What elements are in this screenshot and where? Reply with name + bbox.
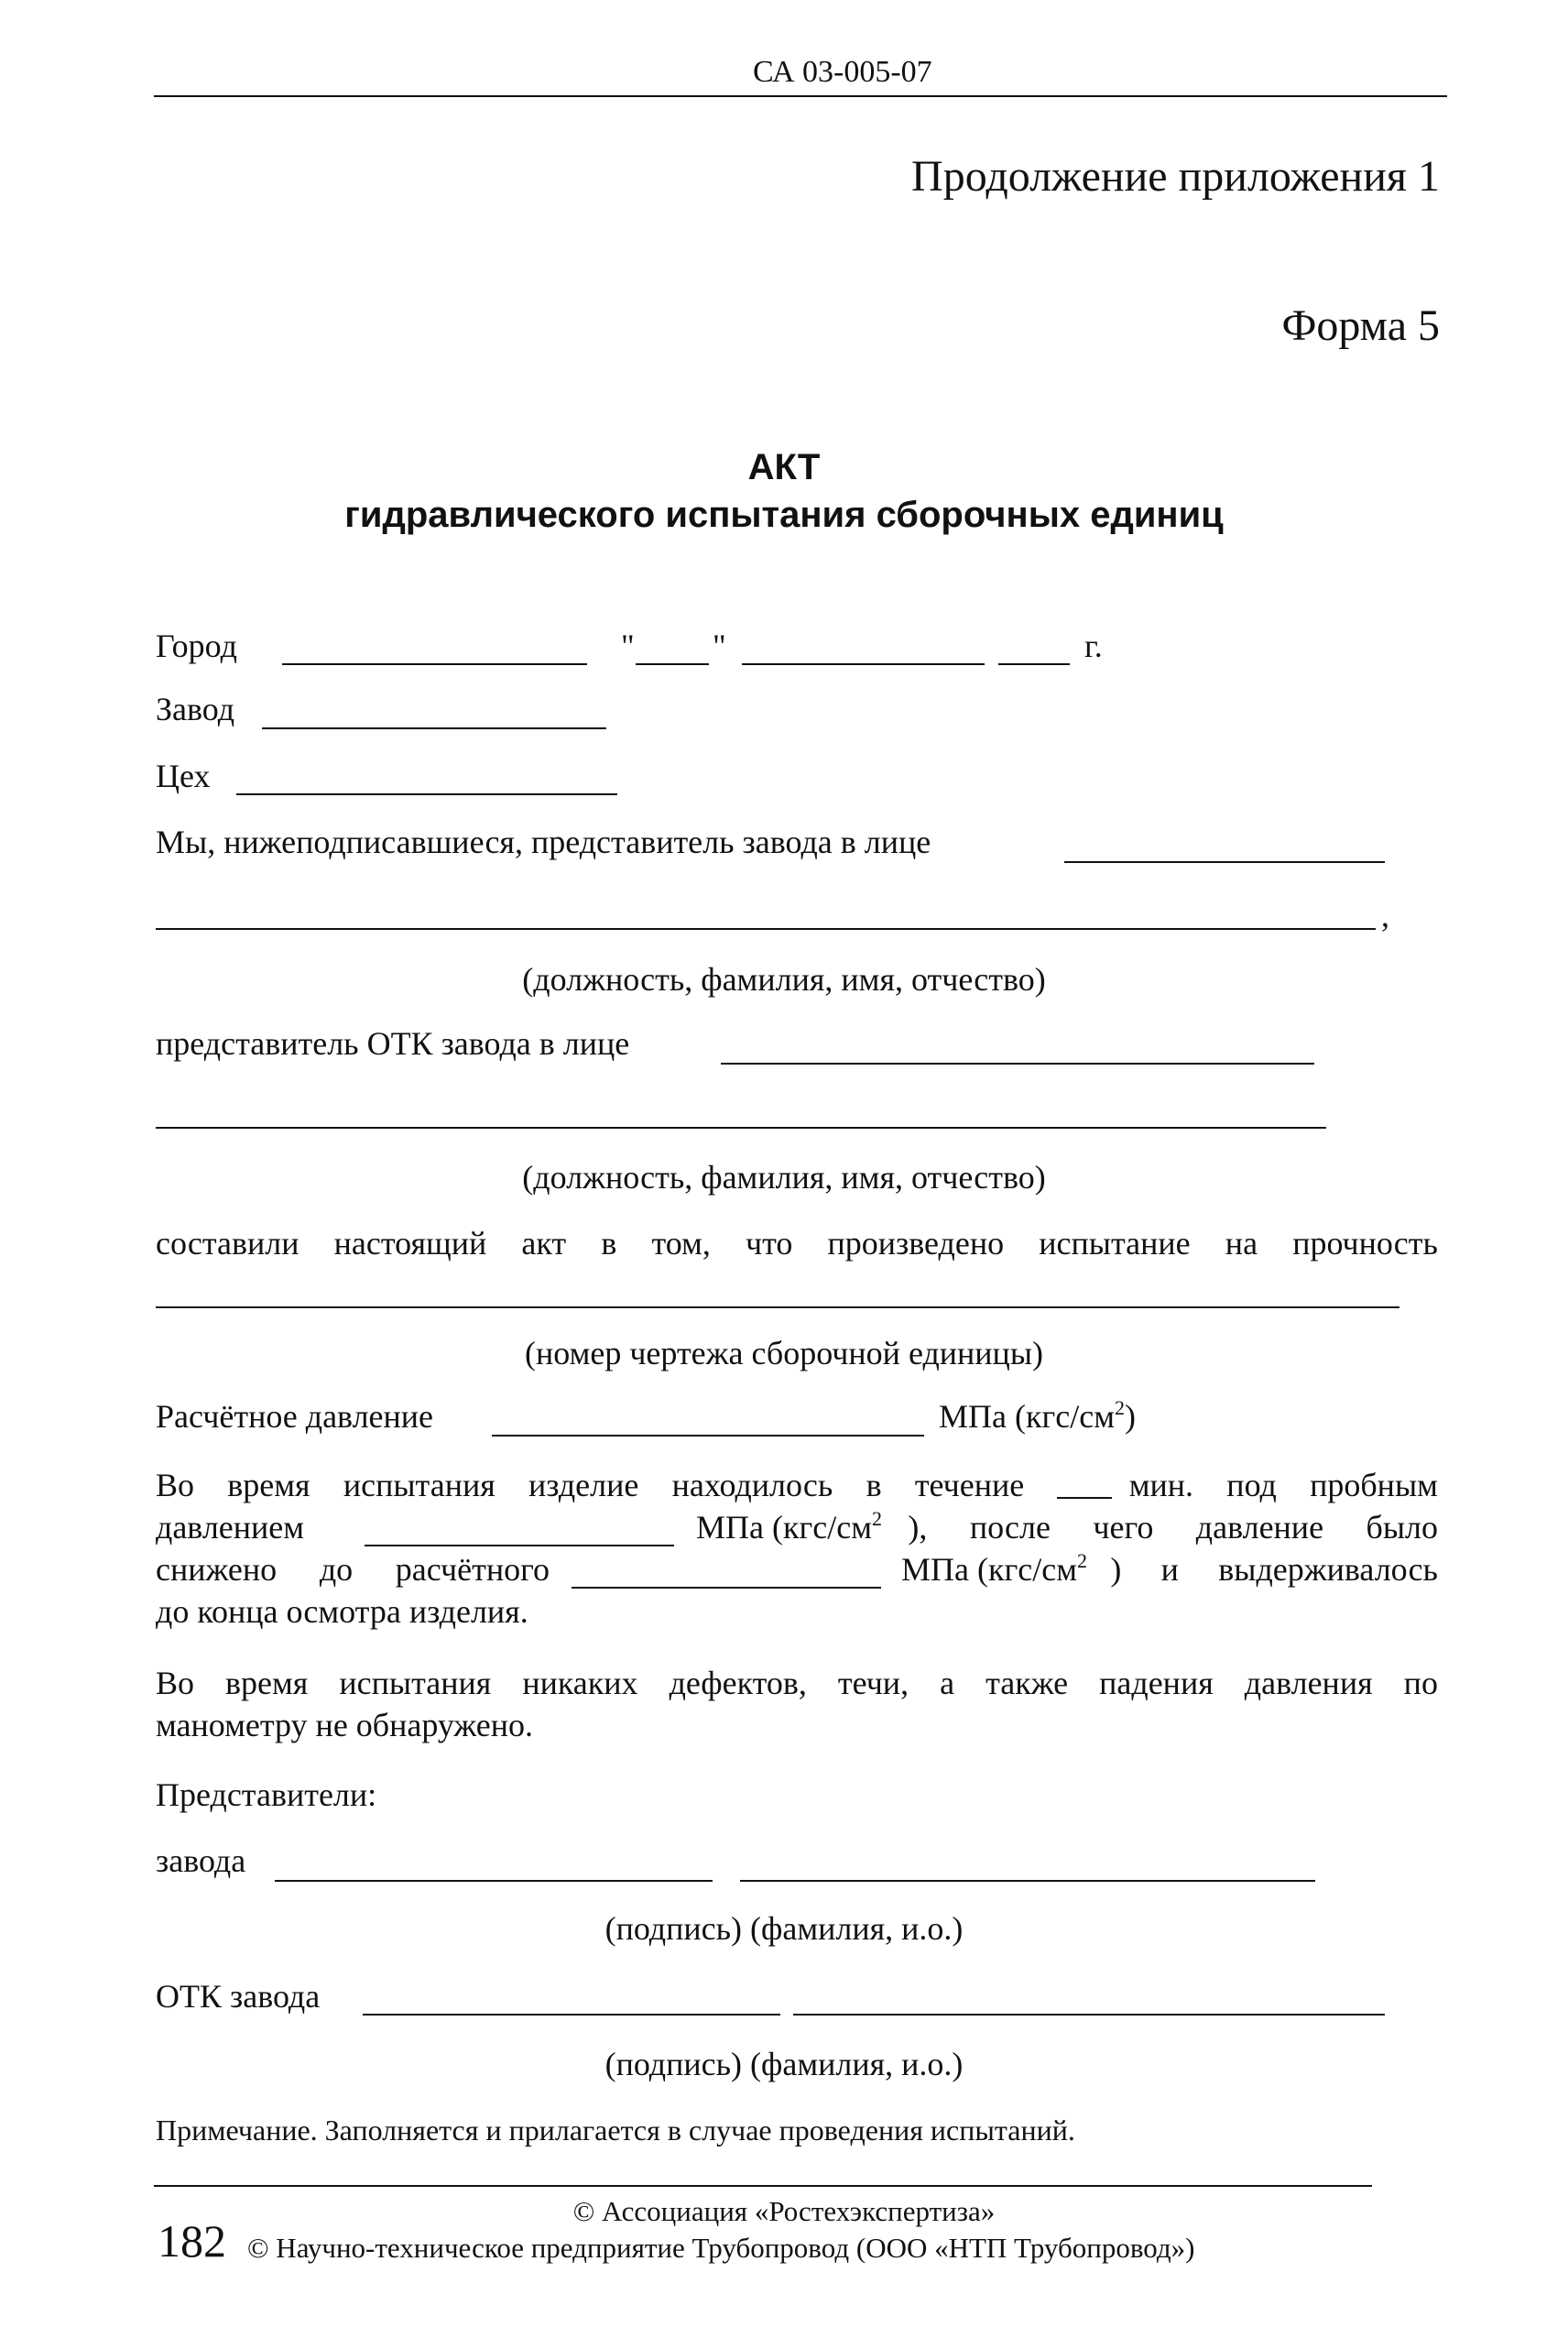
representatives-label: Представители: bbox=[156, 1776, 377, 1813]
word: изделие bbox=[528, 1467, 639, 1503]
test-pressure-field[interactable] bbox=[365, 1545, 674, 1546]
shop-field[interactable] bbox=[236, 793, 617, 795]
word: находилось bbox=[671, 1467, 833, 1503]
footer-rule bbox=[154, 2185, 1372, 2187]
page-number: 182 bbox=[158, 2215, 226, 2267]
quote-open: " bbox=[621, 628, 635, 664]
title-line-1: АКТ bbox=[747, 447, 821, 487]
copyright-2: © Научно-техническое предприятие Трубопровод (ООО «НТП Трубопровод») bbox=[247, 2232, 1195, 2264]
word: время bbox=[227, 1467, 310, 1503]
otk-name-field[interactable] bbox=[793, 2014, 1385, 2016]
otk-sign-label: ОТК завода bbox=[156, 1978, 321, 2015]
appendix-label: Продолжение приложения 1 bbox=[911, 152, 1440, 201]
plant-rep-field-1[interactable] bbox=[1064, 861, 1385, 863]
word: испытания bbox=[343, 1467, 495, 1503]
title-line-2: гидравлического испытания сборочных единиц bbox=[344, 495, 1224, 535]
caption-person-2: (должность, фамилия, имя, отчество) bbox=[522, 1159, 1046, 1196]
doc-code: СА 03-005-07 bbox=[753, 55, 932, 89]
plant-signature-field[interactable] bbox=[275, 1880, 713, 1882]
para1-line-4: до конца осмотра изделия. bbox=[156, 1593, 528, 1630]
design-pressure-field[interactable] bbox=[492, 1435, 924, 1437]
month-field[interactable] bbox=[742, 663, 985, 665]
word: пробным bbox=[1310, 1467, 1438, 1503]
header-rule bbox=[154, 95, 1447, 97]
para2-line-1: Во время испытания никаких дефектов, течи, а также падения давления по bbox=[156, 1665, 1438, 1701]
design-pressure-label: Расчётное давление bbox=[156, 1398, 434, 1435]
para1-line-3-label: снижено до расчётного bbox=[156, 1551, 550, 1588]
plant-field[interactable] bbox=[262, 727, 606, 729]
design-pressure-unit: МПа $(кгс/см^2)$ bbox=[939, 1396, 1136, 1435]
otk-rep-text: представитель ОТК завода в лице bbox=[156, 1025, 630, 1062]
caption-sign-1: (подпись) (фамилия, и.о.) bbox=[604, 1910, 964, 1947]
para1-line-2-tail: МПа ($кгс/см^2$ ), после чего давление было bbox=[696, 1507, 1438, 1546]
para1-line-1 bbox=[156, 1466, 1438, 1504]
drawing-number-field[interactable] bbox=[156, 1306, 1399, 1308]
caption-person-1: (должность, фамилия, имя, отчество) bbox=[522, 961, 1046, 998]
copyright-1: © Ассоциация «Ростехэкспертиза» bbox=[572, 2195, 996, 2227]
plant-rep-text: Мы, нижеподписавшиеся, представитель завода в лице bbox=[156, 824, 931, 860]
quote-close: " bbox=[713, 628, 726, 664]
word: испытание bbox=[1039, 1225, 1191, 1262]
para1-line-2-label: давлением bbox=[156, 1509, 305, 1546]
word: под bbox=[1226, 1467, 1277, 1503]
otk-signature-field[interactable] bbox=[363, 2014, 780, 2016]
plant-label: Завод bbox=[156, 691, 235, 727]
form-label: Форма 5 bbox=[1281, 301, 1440, 350]
plant-rep-comma: , bbox=[1381, 897, 1389, 934]
word: составили bbox=[156, 1225, 299, 1262]
reduced-pressure-field[interactable] bbox=[572, 1587, 881, 1589]
caption-sign-2: (подпись) (фамилия, и.о.) bbox=[604, 2046, 964, 2082]
word: том, bbox=[651, 1225, 711, 1262]
minutes-field[interactable] bbox=[1057, 1466, 1112, 1499]
word: мин. bbox=[1128, 1467, 1194, 1503]
word: в bbox=[601, 1225, 617, 1262]
word: на bbox=[1225, 1225, 1258, 1262]
note: Примечание. Заполняется и прилагается в случае проведения испытаний. bbox=[156, 2114, 1075, 2147]
otk-rep-field-2[interactable] bbox=[156, 1127, 1326, 1129]
word: в bbox=[866, 1467, 882, 1503]
composed-line bbox=[156, 1224, 1438, 1262]
year-suffix: г. bbox=[1084, 628, 1103, 664]
word: акт bbox=[521, 1225, 567, 1262]
year-field[interactable] bbox=[998, 663, 1070, 665]
para2-line-2: манометру не обнаружено. bbox=[156, 1707, 534, 1743]
word: произведено bbox=[827, 1225, 1005, 1262]
word: настоящий bbox=[333, 1225, 487, 1262]
shop-label: Цех bbox=[156, 758, 211, 794]
city-field[interactable] bbox=[282, 663, 587, 665]
caption-drawing: (номер чертежа сборочной единицы) bbox=[525, 1335, 1043, 1371]
plant-name-field[interactable] bbox=[740, 1880, 1315, 1882]
word: прочность bbox=[1292, 1225, 1438, 1262]
city-label: Город bbox=[156, 628, 237, 664]
plant-rep-field-2[interactable] bbox=[156, 928, 1376, 930]
para1-line-3-tail: МПа ($кгс/см^2$ ) и выдерживалось bbox=[901, 1549, 1438, 1588]
plant-sign-label: завода bbox=[156, 1842, 246, 1879]
otk-rep-field-1[interactable] bbox=[721, 1063, 1314, 1065]
word: Во bbox=[156, 1467, 195, 1503]
word: течение bbox=[914, 1467, 1025, 1503]
word: что bbox=[745, 1225, 793, 1262]
day-field[interactable] bbox=[636, 663, 709, 665]
